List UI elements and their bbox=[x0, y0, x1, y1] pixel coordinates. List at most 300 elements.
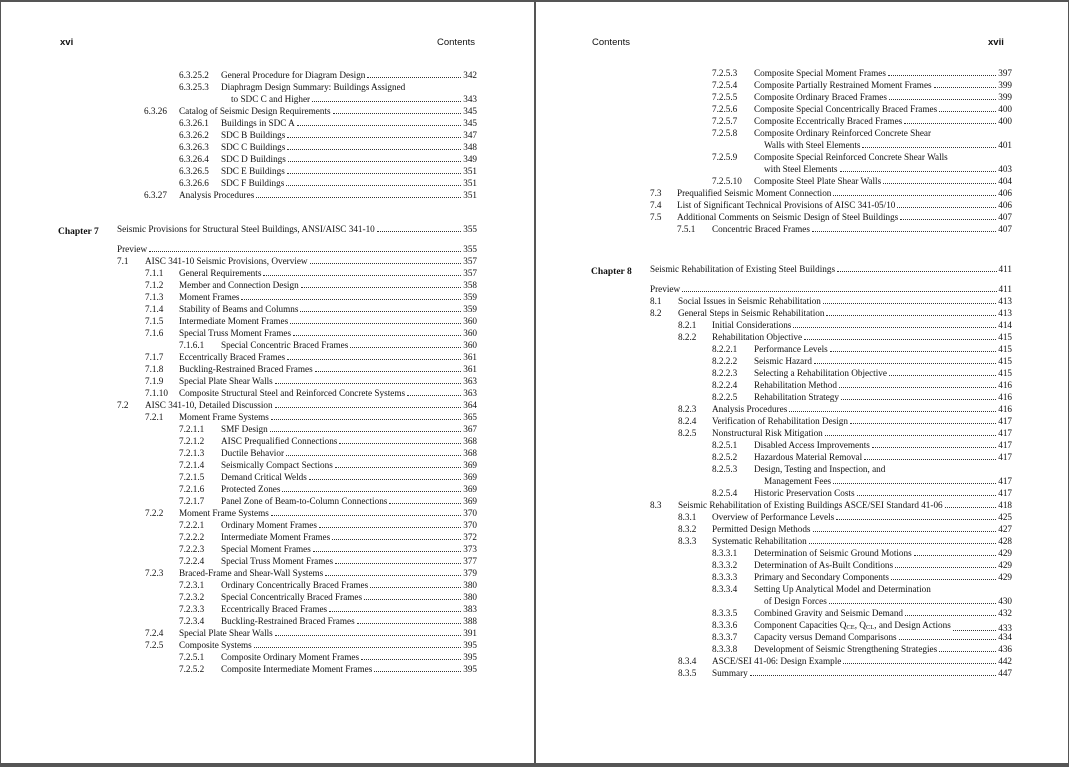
toc-entry[interactable] bbox=[179, 291, 477, 303]
toc-entry[interactable] bbox=[179, 639, 477, 651]
toc-entry-page: 416 bbox=[998, 404, 1012, 414]
toc-entry-page: 379 bbox=[463, 568, 477, 578]
toc-leader-dots bbox=[750, 675, 996, 676]
toc-entry[interactable] bbox=[221, 153, 477, 165]
toc-entry-title: Rehabilitation Objective bbox=[712, 332, 803, 342]
toc-entry-title: Special Moment Frames bbox=[221, 544, 311, 554]
toc-leader-dots bbox=[271, 515, 461, 516]
toc-entry-number: 6.3.26 bbox=[144, 106, 167, 116]
toc-entry-page: 417 bbox=[998, 452, 1012, 462]
toc-entry[interactable] bbox=[754, 367, 1012, 379]
toc-entry-title: Buckling-Restrained Braced Frames bbox=[179, 364, 313, 374]
toc-entry[interactable] bbox=[754, 643, 1012, 655]
toc-leader-dots bbox=[864, 459, 996, 460]
toc-entry[interactable] bbox=[754, 343, 1012, 355]
toc-entry[interactable] bbox=[145, 399, 477, 411]
toc-leader-dots bbox=[309, 479, 461, 480]
toc-entry-page: 417 bbox=[998, 488, 1012, 498]
toc-entry[interactable] bbox=[764, 139, 1012, 151]
toc-entry-number: 7.1.8 bbox=[145, 364, 164, 374]
toc-entry[interactable] bbox=[712, 427, 1012, 439]
toc-leader-dots bbox=[857, 495, 997, 496]
toc-entry-title: Demand Critical Welds bbox=[221, 472, 307, 482]
toc-leader-dots bbox=[812, 231, 996, 232]
toc-entry-number: 8.2.2.5 bbox=[712, 392, 738, 402]
toc-entry[interactable] bbox=[179, 303, 477, 315]
toc-entry-page: 369 bbox=[463, 484, 477, 494]
toc-entry[interactable] bbox=[221, 447, 477, 459]
toc-entry-number: 7.2.5.4 bbox=[712, 80, 738, 90]
toc-entry[interactable] bbox=[650, 283, 1012, 295]
toc-entry[interactable] bbox=[754, 91, 1012, 103]
toc-entry[interactable] bbox=[221, 141, 477, 153]
toc-entry-title: Seismic Rehabilitation of Existing Buildings ASCE/SEI Standard 41-06 bbox=[678, 500, 943, 510]
toc-entry[interactable] bbox=[712, 655, 1012, 667]
toc-entry-number: 7.2.1.5 bbox=[179, 472, 205, 482]
toc-entry[interactable] bbox=[754, 67, 1012, 79]
toc-leader-dots bbox=[899, 639, 997, 640]
toc-entry[interactable] bbox=[754, 631, 1012, 643]
toc-entry-number: 7.2.5.10 bbox=[712, 176, 742, 186]
toc-entry[interactable] bbox=[221, 471, 477, 483]
toc-entry[interactable] bbox=[712, 319, 1012, 331]
toc-entry-number: 8.2 bbox=[650, 308, 662, 318]
toc-entry-title: AISC 341-10 Seismic Provisions, Overview bbox=[145, 256, 308, 266]
toc-entry[interactable] bbox=[712, 667, 1012, 679]
toc-entry-number: 8.2.5.3 bbox=[712, 464, 738, 474]
toc-entry-page: 367 bbox=[463, 424, 477, 434]
toc-entry-title: Special Concentric Braced Frames bbox=[221, 340, 349, 350]
toc-leader-dots bbox=[370, 587, 461, 588]
toc-entry-title-line1: Diaphragm Design Summary: Buildings Assigned bbox=[221, 82, 406, 92]
toc-entry-title: SDC E Buildings bbox=[221, 166, 285, 176]
toc-entry[interactable] bbox=[221, 543, 477, 555]
toc-entry[interactable] bbox=[179, 375, 477, 387]
toc-entry[interactable] bbox=[650, 263, 1012, 275]
toc-entry-number: 7.2.1.1 bbox=[179, 424, 205, 434]
toc-entry-title: SDC C Buildings bbox=[221, 142, 286, 152]
toc-entry-number: 8.3.3.6 bbox=[712, 620, 738, 630]
toc-entry-number: 7.2.1.7 bbox=[179, 496, 205, 506]
toc-entry[interactable] bbox=[221, 555, 477, 567]
toc-entry-number: 7.1.2 bbox=[145, 280, 164, 290]
toc-entry-number: 7.2.5 bbox=[145, 640, 164, 650]
toc-entry-page: 416 bbox=[998, 380, 1012, 390]
toc-entry-page: 395 bbox=[463, 652, 477, 662]
toc-entry[interactable] bbox=[221, 651, 477, 663]
toc-entry[interactable] bbox=[179, 387, 477, 399]
toc-entry-page: 415 bbox=[998, 344, 1012, 354]
toc-entry-number: 7.2.2.3 bbox=[179, 544, 205, 554]
toc-entry-number: 8.3.3.4 bbox=[712, 584, 738, 594]
toc-entry[interactable] bbox=[754, 391, 1012, 403]
toc-leader-dots bbox=[804, 339, 996, 340]
toc-entry[interactable] bbox=[764, 475, 1012, 487]
toc-entry-title: Intermediate Moment Frames bbox=[221, 532, 331, 542]
toc-entry[interactable] bbox=[712, 535, 1012, 547]
toc-entry-title: Special Truss Moment Frames bbox=[221, 556, 334, 566]
toc-leader-dots bbox=[789, 411, 996, 412]
toc-entry-title: to SDC C and Higher bbox=[231, 94, 311, 104]
toc-entry[interactable] bbox=[179, 315, 477, 327]
toc-entry[interactable] bbox=[221, 579, 477, 591]
toc-entry[interactable] bbox=[754, 379, 1012, 391]
toc-entry-number: 8.2.2.4 bbox=[712, 380, 738, 390]
toc-entry-number: 7.1 bbox=[117, 256, 129, 266]
toc-entry-number: 7.2.4 bbox=[145, 628, 164, 638]
toc-entry-page: 399 bbox=[998, 80, 1012, 90]
toc-entry-title: Component Capacities QCE, QCL, and Design Actions bbox=[754, 620, 951, 631]
toc-entry-page: 368 bbox=[463, 448, 477, 458]
toc-entry-number: 6.3.26.5 bbox=[179, 166, 209, 176]
toc-leader-dots bbox=[872, 447, 996, 448]
toc-leader-dots bbox=[682, 291, 996, 292]
toc-entry[interactable] bbox=[221, 423, 477, 435]
toc-entry[interactable] bbox=[754, 355, 1012, 367]
toc-entry[interactable] bbox=[221, 591, 477, 603]
toc-entry[interactable] bbox=[754, 487, 1012, 499]
running-head: Contents bbox=[437, 37, 476, 48]
toc-entry-number: 7.2.3 bbox=[145, 568, 164, 578]
toc-leader-dots bbox=[891, 579, 996, 580]
toc-entry-page: 428 bbox=[998, 536, 1012, 546]
toc-entry-number: 8.2.5.4 bbox=[712, 488, 738, 498]
toc-entry-page: 363 bbox=[463, 388, 477, 398]
toc-entry[interactable] bbox=[754, 115, 1012, 127]
toc-entry-page: 388 bbox=[463, 616, 477, 626]
toc-leader-dots bbox=[287, 173, 461, 174]
toc-entry[interactable] bbox=[678, 499, 1012, 511]
toc-entry[interactable] bbox=[712, 223, 1012, 235]
toc-leader-dots bbox=[241, 299, 461, 300]
toc-leader-dots bbox=[332, 539, 461, 540]
toc-entry[interactable] bbox=[117, 243, 477, 255]
toc-entry[interactable] bbox=[179, 279, 477, 291]
toc-leader-dots bbox=[837, 271, 997, 272]
toc-entry-page: 359 bbox=[463, 304, 477, 314]
toc-entry-title: Moment Frame Systems bbox=[179, 508, 269, 518]
toc-leader-dots bbox=[329, 611, 461, 612]
toc-entry[interactable] bbox=[221, 117, 477, 129]
toc-entry-page: 429 bbox=[998, 560, 1012, 570]
toc-leader-dots bbox=[814, 363, 996, 364]
toc-entry-title: Social Issues in Seismic Rehabilitation bbox=[678, 296, 821, 306]
toc-entry-number: 6.3.27 bbox=[144, 190, 167, 200]
toc-entry[interactable] bbox=[754, 559, 1012, 571]
toc-leader-dots bbox=[836, 519, 996, 520]
toc-leader-dots bbox=[843, 663, 996, 664]
toc-entry-number: 8.3 bbox=[650, 500, 662, 510]
toc-entry-title: Buildings in SDC A bbox=[221, 118, 295, 128]
toc-entry-page: 417 bbox=[998, 440, 1012, 450]
toc-entry-number: 8.1 bbox=[650, 296, 662, 306]
toc-entry-page: 372 bbox=[463, 532, 477, 542]
toc-entry-title: Stability of Beams and Columns bbox=[179, 304, 299, 314]
chapter-label: Chapter 7 bbox=[58, 227, 99, 237]
running-head: Contents bbox=[592, 37, 631, 48]
toc-entry-number: 8.2.4 bbox=[678, 416, 697, 426]
toc-entry-title: Hazardous Material Removal bbox=[754, 452, 863, 462]
toc-entry[interactable] bbox=[179, 507, 477, 519]
toc-entry-number: 7.4 bbox=[650, 200, 662, 210]
toc-entry-number: 8.3.2 bbox=[678, 524, 697, 534]
toc-leader-dots bbox=[350, 347, 461, 348]
toc-entry-title: Braced-Frame and Shear-Wall Systems bbox=[179, 568, 324, 578]
toc-entry[interactable] bbox=[712, 415, 1012, 427]
toc-entry-title: General Steps in Seismic Rehabilitation bbox=[678, 308, 825, 318]
toc-leader-dots bbox=[290, 323, 461, 324]
toc-entry-title: ASCE/SEI 41-06: Design Example bbox=[712, 656, 842, 666]
toc-entry[interactable] bbox=[764, 163, 1012, 175]
toc-entry-number: 7.1.6 bbox=[145, 328, 164, 338]
toc-entry-title: Walls with Steel Elements bbox=[764, 140, 861, 150]
toc-entry-page: 399 bbox=[998, 92, 1012, 102]
toc-entry-number: 7.2.5.5 bbox=[712, 92, 738, 102]
toc-entry-title: Systematic Rehabilitation bbox=[712, 536, 807, 546]
toc-entry-number: 8.3.1 bbox=[678, 512, 697, 522]
toc-entry[interactable] bbox=[221, 519, 477, 531]
toc-entry[interactable] bbox=[179, 567, 477, 579]
toc-entry[interactable] bbox=[179, 351, 477, 363]
toc-entry-page: 342 bbox=[463, 70, 477, 80]
toc-entry-number: 7.1.6.1 bbox=[179, 340, 205, 350]
toc-entry[interactable] bbox=[754, 547, 1012, 559]
toc-leader-dots bbox=[319, 527, 461, 528]
toc-entry-page: 345 bbox=[463, 106, 477, 116]
toc-leader-dots bbox=[263, 275, 461, 276]
toc-entry-number: 8.2.2.2 bbox=[712, 356, 738, 366]
toc-entry-page: 351 bbox=[463, 190, 477, 200]
toc-entry[interactable] bbox=[754, 607, 1012, 619]
left-page bbox=[1, 2, 534, 763]
toc-entry-title: Special Truss Moment Frames bbox=[179, 328, 292, 338]
toc-entry-title: Nonstructural Risk Mitigation bbox=[712, 428, 823, 438]
toc-entry-number: 8.2.5.2 bbox=[712, 452, 738, 462]
toc-entry[interactable] bbox=[677, 199, 1012, 211]
toc-entry-title: Special Plate Shear Walls bbox=[179, 628, 273, 638]
toc-entry-page: 436 bbox=[998, 644, 1012, 654]
toc-entry-title: AISC Prequalified Connections bbox=[221, 436, 338, 446]
toc-entry-number: 7.1.3 bbox=[145, 292, 164, 302]
toc-leader-dots bbox=[270, 431, 462, 432]
toc-leader-dots bbox=[256, 197, 461, 198]
toc-entry[interactable] bbox=[221, 69, 477, 81]
toc-entry[interactable] bbox=[221, 495, 477, 507]
toc-entry-page: 406 bbox=[998, 188, 1012, 198]
toc-leader-dots bbox=[286, 185, 461, 186]
toc-entry[interactable] bbox=[712, 403, 1012, 415]
toc-leader-dots bbox=[287, 137, 461, 138]
toc-entry-title: Moment Frame Systems bbox=[179, 412, 269, 422]
toc-entry[interactable] bbox=[221, 459, 477, 471]
toc-entry-number: 7.2.3.4 bbox=[179, 616, 205, 626]
toc-entry-title: Composite Partially Restrained Moment Frames bbox=[754, 80, 932, 90]
toc-entry-title: Rehabilitation Method bbox=[754, 380, 837, 390]
toc-entry-title-line1: Composite Special Reinforced Concrete Shear Walls bbox=[754, 152, 948, 162]
toc-leader-dots bbox=[945, 507, 997, 508]
toc-entry-page: 397 bbox=[998, 68, 1012, 78]
toc-entry-title: Moment Frames bbox=[179, 292, 240, 302]
toc-entry-page: 383 bbox=[463, 604, 477, 614]
toc-entry[interactable] bbox=[179, 327, 477, 339]
toc-entry-number: 6.3.25.3 bbox=[179, 82, 209, 92]
toc-leader-dots bbox=[813, 531, 997, 532]
toc-entry[interactable] bbox=[179, 627, 477, 639]
toc-entry-title: Composite Steel Plate Shear Walls bbox=[754, 176, 882, 186]
toc-entry-page: 395 bbox=[463, 640, 477, 650]
toc-leader-dots bbox=[939, 111, 996, 112]
toc-entry-page: 432 bbox=[998, 608, 1012, 618]
toc-entry-title: of Design Forces bbox=[764, 596, 827, 606]
toc-entry[interactable] bbox=[754, 439, 1012, 451]
toc-entry-number: 7.1.5 bbox=[145, 316, 164, 326]
toc-leader-dots bbox=[841, 399, 996, 400]
toc-entry[interactable] bbox=[754, 619, 1012, 631]
toc-entry[interactable] bbox=[712, 511, 1012, 523]
toc-entry[interactable] bbox=[221, 603, 477, 615]
toc-entry[interactable] bbox=[117, 223, 477, 235]
toc-entry-page: 365 bbox=[463, 412, 477, 422]
toc-entry-page: 351 bbox=[463, 166, 477, 176]
toc-entry[interactable] bbox=[677, 187, 1012, 199]
toc-entry[interactable] bbox=[754, 175, 1012, 187]
toc-entry-page: 429 bbox=[998, 548, 1012, 558]
toc-leader-dots bbox=[850, 423, 996, 424]
toc-leader-dots bbox=[297, 125, 461, 126]
toc-entry[interactable] bbox=[754, 79, 1012, 91]
toc-entry-page: 349 bbox=[463, 154, 477, 164]
toc-leader-dots bbox=[914, 555, 997, 556]
toc-entry-number: 7.3 bbox=[650, 188, 662, 198]
toc-entry-page: 380 bbox=[463, 580, 477, 590]
toc-entry[interactable] bbox=[754, 571, 1012, 583]
toc-entry[interactable] bbox=[221, 435, 477, 447]
toc-entry-page: 417 bbox=[998, 428, 1012, 438]
toc-entry-title-line1: Composite Ordinary Reinforced Concrete Shear bbox=[754, 128, 932, 138]
toc-entry-page: 361 bbox=[463, 352, 477, 362]
toc-entry-page: 416 bbox=[998, 392, 1012, 402]
toc-entry-number: 6.3.26.4 bbox=[179, 154, 209, 164]
toc-entry[interactable] bbox=[221, 165, 477, 177]
toc-entry-title: Ordinary Concentrically Braced Frames bbox=[221, 580, 369, 590]
toc-entry-page: 377 bbox=[463, 556, 477, 566]
toc-leader-dots bbox=[325, 575, 461, 576]
toc-entry[interactable] bbox=[712, 523, 1012, 535]
toc-entry-page: 400 bbox=[998, 104, 1012, 114]
toc-entry-title-line1: Setting Up Analytical Model and Determination bbox=[754, 584, 931, 594]
toc-entry-page: 417 bbox=[998, 416, 1012, 426]
toc-entry-number: 8.2.1 bbox=[678, 320, 697, 330]
toc-entry-number: 7.1.7 bbox=[145, 352, 164, 362]
toc-leader-dots bbox=[377, 231, 461, 232]
toc-leader-dots bbox=[254, 647, 461, 648]
toc-leader-dots bbox=[357, 623, 462, 624]
toc-entry-title: Panel Zone of Beam-to-Column Connections bbox=[221, 496, 388, 506]
toc-entry[interactable] bbox=[678, 295, 1012, 307]
toc-entry-page: 442 bbox=[998, 656, 1012, 666]
toc-entry-title: with Steel Elements bbox=[764, 164, 838, 174]
toc-entry-title: Concentric Braced Frames bbox=[712, 224, 810, 234]
toc-entry-page: 407 bbox=[998, 212, 1012, 222]
toc-entry-title: Composite Structural Steel and Reinforced Concrete Systems bbox=[179, 388, 406, 398]
toc-entry-number: 7.2.5.3 bbox=[712, 68, 738, 78]
toc-entry-title: Composite Special Moment Frames bbox=[754, 68, 886, 78]
toc-entry-title: Overview of Performance Levels bbox=[712, 512, 835, 522]
toc-entry-number: 6.3.25.2 bbox=[179, 70, 209, 80]
toc-entry[interactable] bbox=[179, 363, 477, 375]
toc-entry-page: 425 bbox=[998, 512, 1012, 522]
toc-entry-title: SDC D Buildings bbox=[221, 154, 286, 164]
toc-entry[interactable] bbox=[179, 411, 477, 423]
toc-entry[interactable] bbox=[221, 531, 477, 543]
toc-entry-page: 347 bbox=[463, 130, 477, 140]
toc-leader-dots bbox=[335, 563, 461, 564]
toc-entry[interactable] bbox=[221, 615, 477, 627]
toc-leader-dots bbox=[839, 387, 996, 388]
toc-entry-title: Selecting a Rehabilitation Objective bbox=[754, 368, 887, 378]
toc-entry-number: 8.2.3 bbox=[678, 404, 697, 414]
toc-entry-title: Determination of Seismic Ground Motions bbox=[754, 548, 912, 558]
toc-entry-number: 8.3.3.8 bbox=[712, 644, 738, 654]
toc-leader-dots bbox=[829, 603, 996, 604]
toc-entry[interactable] bbox=[179, 105, 477, 117]
toc-entry[interactable] bbox=[221, 663, 477, 675]
toc-entry-number: 6.3.26.6 bbox=[179, 178, 209, 188]
toc-entry-page: 391 bbox=[463, 628, 477, 638]
toc-leader-dots bbox=[312, 101, 461, 102]
toc-entry[interactable] bbox=[712, 331, 1012, 343]
toc-entry-number: 7.2.5.2 bbox=[179, 664, 205, 674]
toc-entry-title: Seismically Compact Sections bbox=[221, 460, 333, 470]
toc-entry-page: 411 bbox=[998, 264, 1012, 274]
toc-entry[interactable] bbox=[754, 451, 1012, 463]
toc-leader-dots bbox=[275, 635, 461, 636]
toc-entry[interactable] bbox=[677, 211, 1012, 223]
toc-entry[interactable] bbox=[764, 595, 1012, 607]
toc-entry[interactable] bbox=[145, 255, 477, 267]
toc-leader-dots bbox=[862, 147, 996, 148]
toc-entry[interactable] bbox=[231, 93, 477, 105]
toc-entry[interactable] bbox=[678, 307, 1012, 319]
toc-entry-page: 369 bbox=[463, 472, 477, 482]
toc-entry[interactable] bbox=[754, 103, 1012, 115]
toc-entry-number: 7.2.3.1 bbox=[179, 580, 205, 590]
page-number: xvi bbox=[60, 37, 74, 48]
toc-entry-number: 7.1.4 bbox=[145, 304, 164, 314]
toc-entry[interactable] bbox=[221, 177, 477, 189]
toc-leader-dots bbox=[793, 327, 996, 328]
toc-leader-dots bbox=[361, 659, 461, 660]
toc-entry-page: 406 bbox=[998, 200, 1012, 210]
toc-entry[interactable] bbox=[179, 267, 477, 279]
toc-leader-dots bbox=[288, 161, 461, 162]
toc-entry[interactable] bbox=[221, 339, 477, 351]
toc-leader-dots bbox=[335, 467, 461, 468]
right-page bbox=[536, 2, 1068, 763]
toc-entry[interactable] bbox=[179, 189, 477, 201]
toc-entry-number: 7.2.1.6 bbox=[179, 484, 205, 494]
toc-entry-title: Performance Levels bbox=[754, 344, 828, 354]
toc-entry-page: 380 bbox=[463, 592, 477, 602]
toc-entry-number: 7.2.2.1 bbox=[179, 520, 205, 530]
toc-entry[interactable] bbox=[221, 129, 477, 141]
toc-entry-page: 355 bbox=[463, 244, 477, 254]
toc-entry-page: 345 bbox=[463, 118, 477, 128]
toc-entry-number: 6.3.26.1 bbox=[179, 118, 209, 128]
toc-entry-page: 404 bbox=[998, 176, 1012, 186]
toc-entry[interactable] bbox=[221, 483, 477, 495]
toc-entry-title: General Procedure for Diagram Design bbox=[221, 70, 366, 80]
